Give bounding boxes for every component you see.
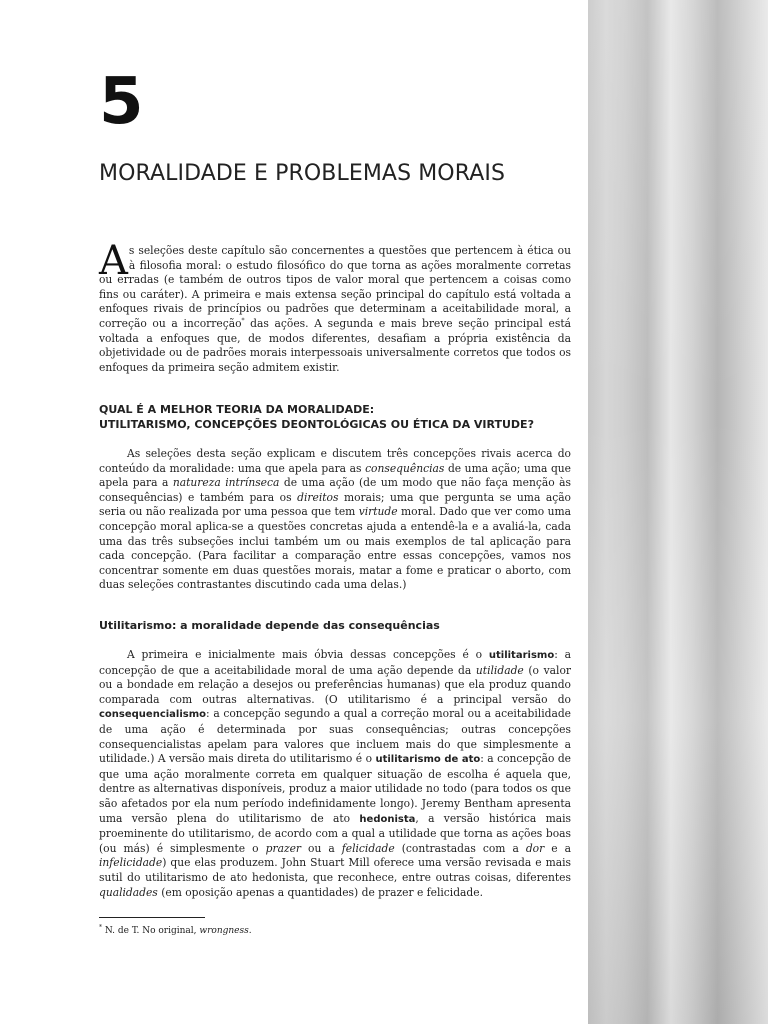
footnote: * N. de T. No original, wrongness. (99, 924, 252, 936)
footnote-reference: * (241, 317, 245, 325)
intro-paragraph: As seleções deste capítulo são concernentes a questões que pertencem à ética ou à filosofia moral: o estudo filosófico do que torna as ações moralmente corretas ou erradas (e também de outros tipos de valor moral que pertencem a coisas como fins ou caráter). A primeira e mais extensa seção principal do capítulo está voltada a enfoques rivais de princípios ou padrões que determinam a aceitabilidade moral, a correção ou a incorreção* das ações. A segunda e mais breve seção principal está voltada a enfoques que, de modos diferentes, desafiam a própria existência da objetividade ou de padrões morais interpessoais universalmente corretos que todos os enfoques da primeira seção admitem existir. (99, 238, 571, 374)
section-paragraph: As seleções desta seção explicam e discutem três concepções rivais acerca do conteúdo da moralidade: uma que apela para as consequências de uma ação; uma que apela para a natureza intrínseca de uma ação (de um modo que não faça menção às consequências) e também para os direitos morais; uma que pergunta se uma ação seria ou não realizada por uma pessoa que tem virtude moral. Dado que ver como uma concepção moral aplica-se a questões concretas ajuda a entendê-la e a avaliá-la, cada uma das três subseções inclui também um ou mais exemplos de tal aplicação para cada concepção. (Para facilitar a comparação entre essas concepções, vamos nos concentrar somente em duas questões morais, matar a fome e praticar o aborto, com duas seleções contrastantes discutindo cada uma delas.) (99, 447, 571, 592)
footnote-divider (99, 917, 205, 918)
chapter-title: MORALIDADE E PROBLEMAS MORAIS (99, 161, 506, 186)
decorative-side-band (588, 0, 768, 1024)
subsection-paragraph: A primeira e inicialmente mais óbvia dessas concepções é o utilitarismo: a concepção de que a aceitabilidade moral de uma ação depende da utilidade (o valor ou a bondade em relação a desejos ou preferências humanas) que ela produz quando comparada com outras alternativas. (O utilitarismo é a principal versão do consequencialismo: a concepção segundo a qual a correção moral ou a aceitabilidade de uma ação é determinada por suas consequências; outras concepções consequencialistas apelam para valores que incluem mais do que simplesmente a utilidade.) A versão mais direta do utilitarismo é o utilitarismo de ato: a concepção de que uma ação moralmente correta em qualquer situação de escolha é aquela que, dentre as alternativas disponíveis, produz a maior utilidade no todo (para todos os que são afetados por ela num período indefinidamente longo). Jeremy Bentham apresenta uma versão plena do utilitarismo de ato hedonista, a versão histórica mais proeminente do utilitarismo, de acordo com a qual a utilidade que torna as ações boas (ou más) é simplesmente o prazer ou a felicidade (contrastadas com a dor e a infelicidade) que elas produzem. John Stuart Mill oferece uma versão revisada e mais sutil do utilitarismo de ato hedonista, que reconhece, entre outras coisas, diferentes qualidades (em oposição apenas a quantidades) de prazer e felicidade. (99, 648, 571, 899)
chapter-number: 5 (99, 65, 144, 139)
section-heading: QUAL É A MELHOR TEORIA DA MORALIDADE: UTILITARISMO, CONCEPÇÕES DEONTOLÓGICAS OU ÉTICA DA VIRTUDE? (99, 403, 534, 431)
subsection-heading: Utilitarismo: a moralidade depende das consequências (99, 619, 440, 632)
drop-cap: A (99, 238, 128, 284)
